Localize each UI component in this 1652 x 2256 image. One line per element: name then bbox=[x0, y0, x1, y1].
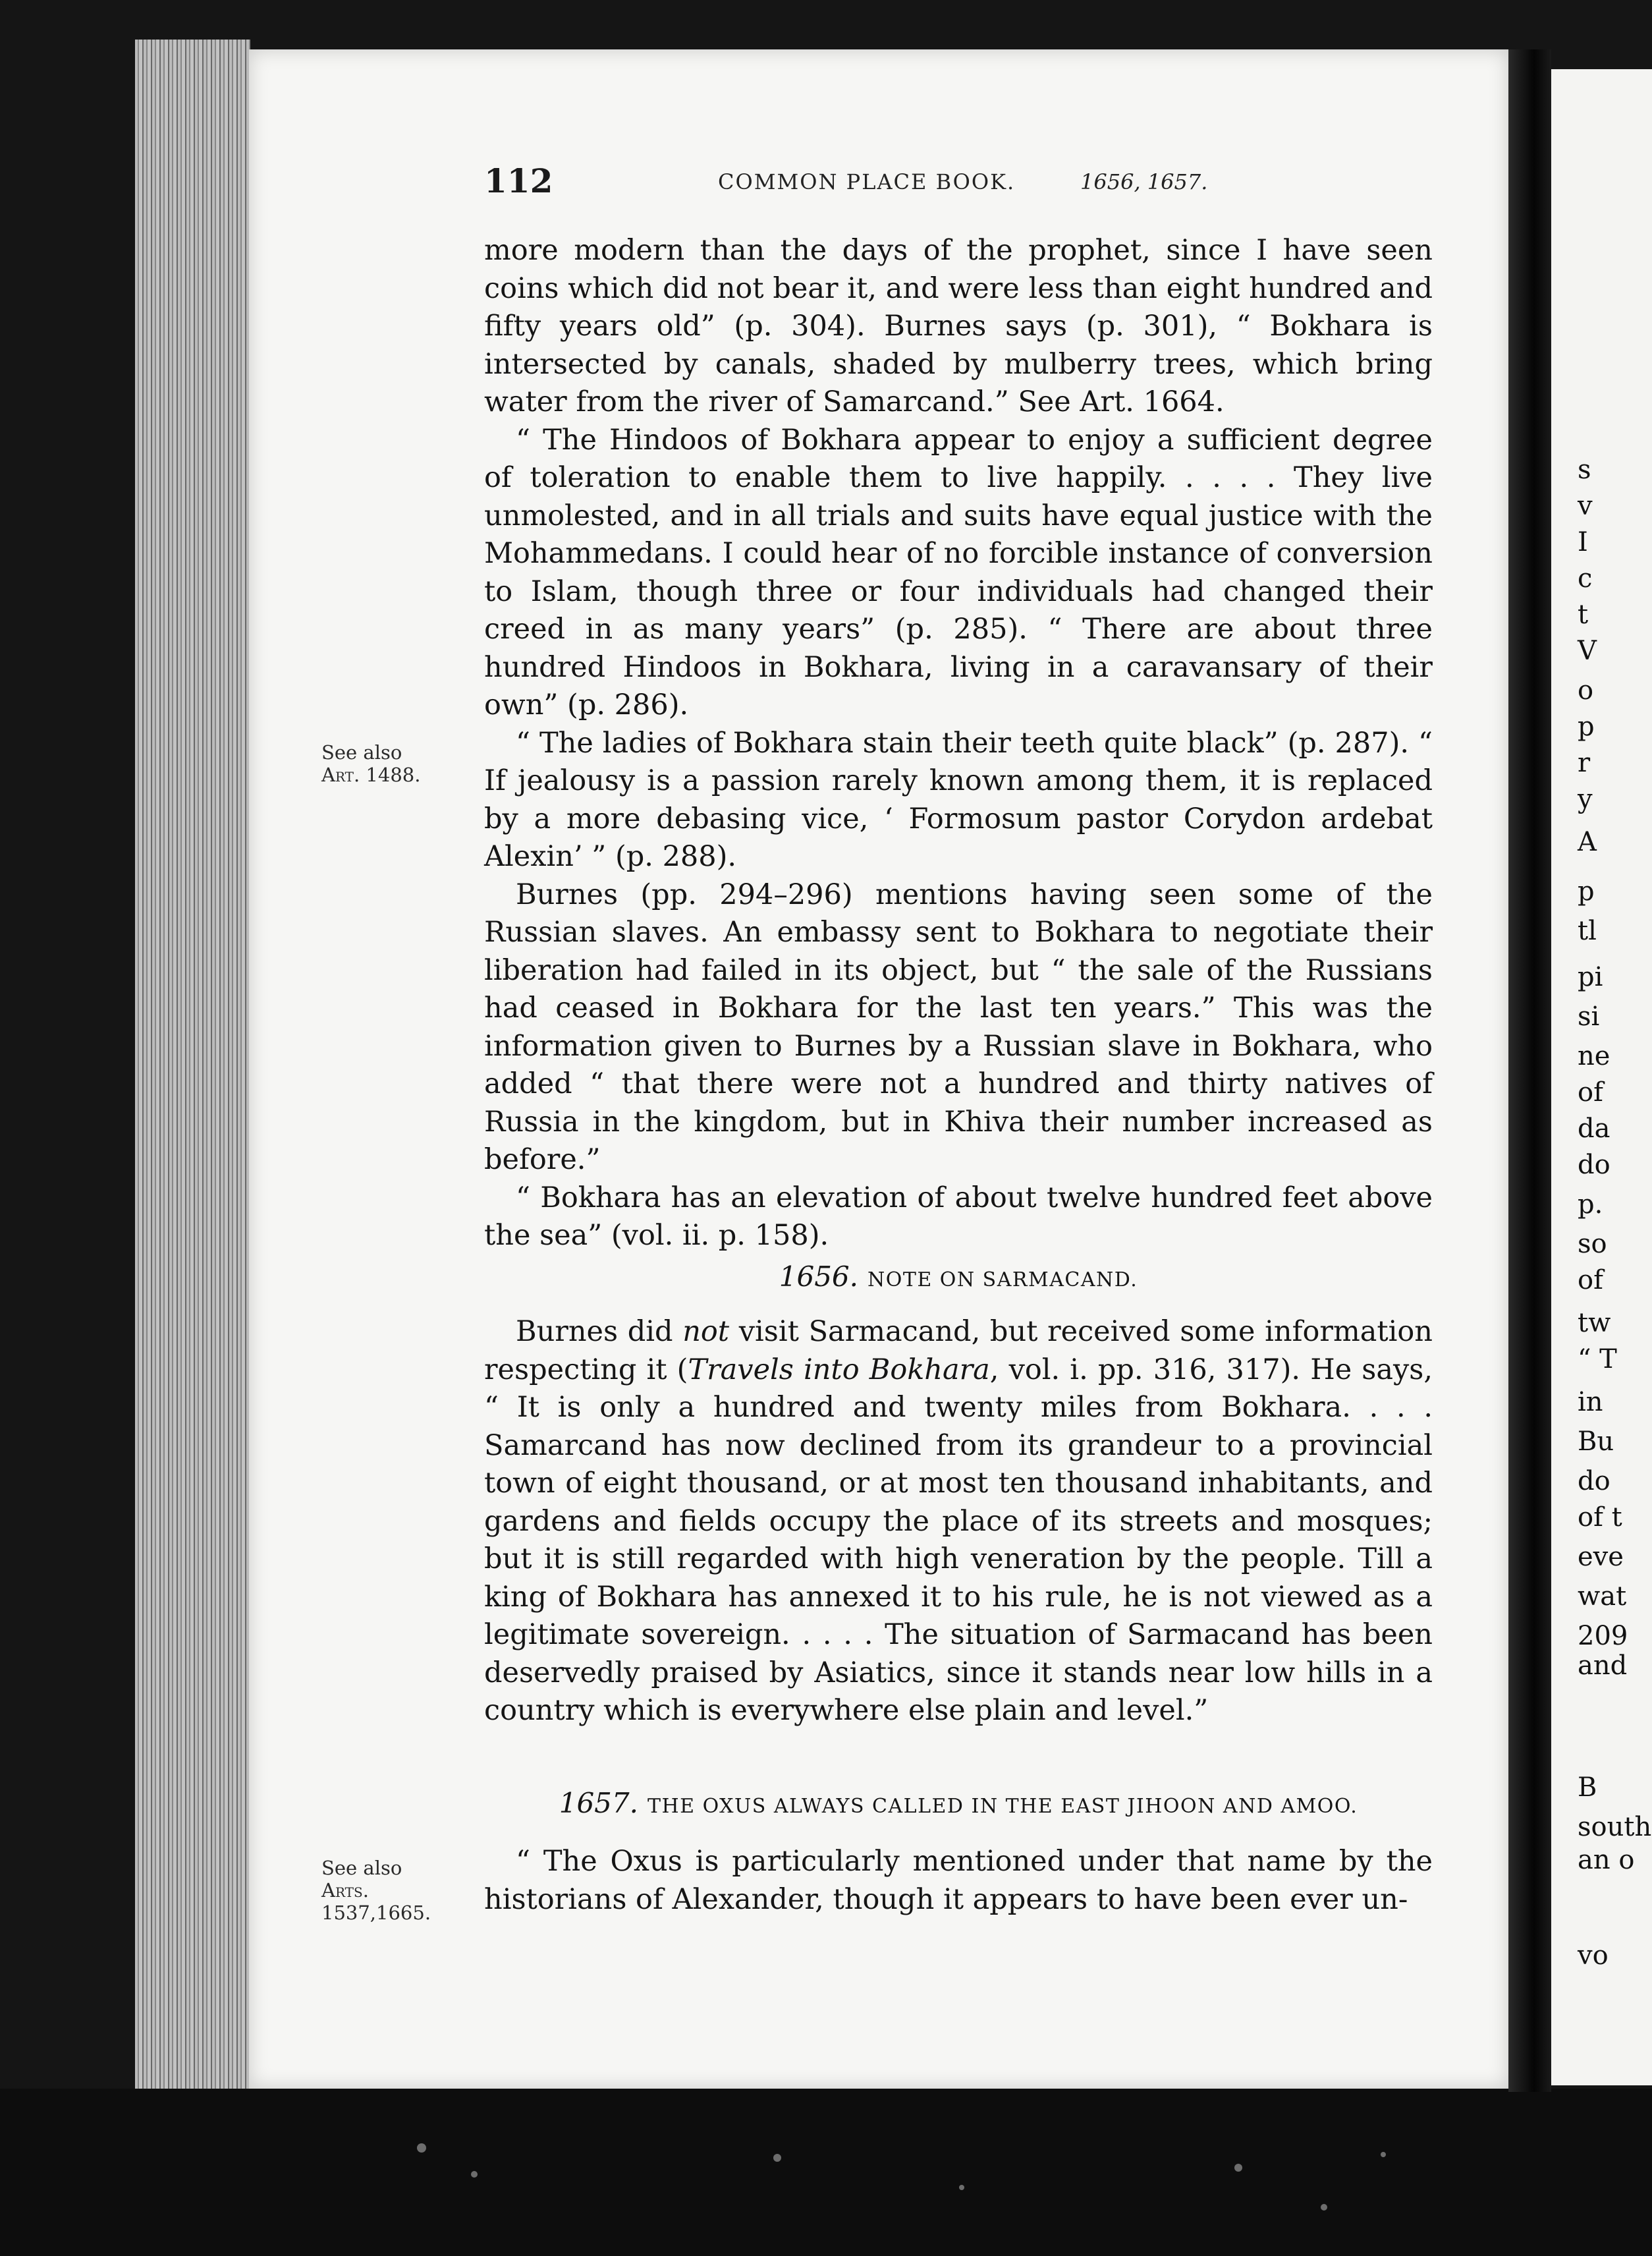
facing-page-fragment: “ T bbox=[1578, 1344, 1617, 1374]
margin-note-line: Arts. bbox=[321, 1879, 369, 1902]
section-heading-1656 bbox=[484, 1260, 1433, 1293]
text-run: Burnes did bbox=[516, 1315, 683, 1348]
facing-page-fragment: t bbox=[1578, 600, 1589, 630]
text-run: visit Sarmacand, but received some information respecting it ( bbox=[484, 1315, 1433, 1386]
facing-page-fragment: do bbox=[1578, 1150, 1611, 1180]
section-title: NOTE ON SARMACAND. bbox=[867, 1268, 1138, 1291]
page-number: 112 bbox=[484, 161, 553, 200]
facing-page-fragment: pi bbox=[1578, 962, 1603, 992]
section-1656-text bbox=[484, 1313, 1433, 1730]
facing-page-fragment: s bbox=[1578, 455, 1591, 485]
facing-page-fragment: o bbox=[1578, 675, 1594, 706]
paragraph: Burnes (pp. 294–296) mentions having seen some of the Russian slaves. An embassy sent to Bokhara to negotiate their liberation had failed in its object, but “ the sale of the Russians had ceased in Bokhara for the last ten years.” This was the information given to Burnes by a Russian slave in Bokhara, who added “ that there were not a hundred and thirty natives of Russia in the kingdom, but in Khiva their number increased as before.” bbox=[484, 878, 1433, 1176]
margin-note-line: Art. 1488. bbox=[321, 764, 421, 786]
facing-page-fragment: and bbox=[1578, 1650, 1628, 1681]
facing-page-fragment: an o bbox=[1578, 1845, 1635, 1875]
facing-page-fragment: wat bbox=[1578, 1581, 1627, 1612]
running-title: COMMON PLACE BOOK. bbox=[718, 169, 1016, 194]
facing-page-fragment: p. bbox=[1578, 1189, 1603, 1220]
book-title: Travels into Bokhara bbox=[688, 1353, 990, 1386]
section-1657-text bbox=[484, 1843, 1433, 1919]
section-title: THE OXUS ALWAYS CALLED IN THE EAST JIHOON AND AMOO. bbox=[647, 1795, 1358, 1818]
facing-page-fragment: A bbox=[1578, 827, 1597, 857]
margin-note-line: 1537,1665. bbox=[321, 1902, 431, 1924]
facing-page-fragment: of t bbox=[1578, 1502, 1622, 1533]
facing-page-fragment: V bbox=[1578, 636, 1597, 666]
facing-page-fragment: south bbox=[1578, 1812, 1652, 1842]
facing-page-fragment: ne bbox=[1578, 1041, 1611, 1071]
text-run: , vol. i. pp. 316, 317). He says, “ It is only a hundred and twenty miles from Bokhara. . . . Samarcand has now declined from its grandeur to a provincial town of eight thousand, or at most ten thousand inhabitants, and gardens and fields occupy the place of its streets and mosques; but it is still regarded with high veneration by the people. Till a king of Bokhara has annexed it to his rule, he is not viewed as a legitimate sovereign. . . . . The situation of Sarmacand has been deservedly praised by Asiatics, since it stands near low hills in a country which is everywhere else plain and level.” bbox=[484, 1353, 1433, 1727]
running-head bbox=[484, 161, 1209, 208]
paragraph: “ The Oxus is particularly mentioned under that name by the historians of Alexander, though it appears to have been ever un- bbox=[484, 1845, 1433, 1916]
facing-page-fragment: p bbox=[1578, 876, 1595, 907]
facing-page-fragment: do bbox=[1578, 1466, 1611, 1496]
section-heading-1657 bbox=[484, 1787, 1433, 1819]
facing-page-fragment: tl bbox=[1578, 916, 1597, 946]
facing-page-fragment: vo bbox=[1578, 1940, 1609, 1971]
margin-note-line: See also bbox=[321, 741, 402, 764]
margin-note bbox=[321, 1857, 473, 1924]
facing-page-fragment: 209 bbox=[1578, 1621, 1628, 1651]
facing-page-fragment: B bbox=[1578, 1772, 1597, 1803]
facing-page-fragment: Bu bbox=[1578, 1426, 1614, 1457]
emphasis: not bbox=[682, 1315, 730, 1348]
facing-page-fragment: p bbox=[1578, 712, 1595, 742]
page-edges bbox=[135, 40, 250, 2089]
facing-page-fragment: of bbox=[1578, 1265, 1603, 1295]
paragraph: more modern than the days of the prophet, since I have seen coins which did not bear it, and were less than eight hundred and fifty years old” (p. 304). Burnes says (p. 301), “ Bokhara is intersected by canals, shaded by mulberry trees, which bring water from the river of Samarcand.” See Art. 1664. bbox=[484, 234, 1433, 418]
margin-note-line: See also bbox=[321, 1857, 402, 1879]
paragraph: “ Bokhara has an elevation of about twelve hundred feet above the sea” (vol. ii. p. 158). bbox=[484, 1181, 1433, 1252]
facing-page-fragment: da bbox=[1578, 1114, 1611, 1144]
paragraph: “ The Hindoos of Bokhara appear to enjoy a sufficient degree of toleration to enable them to live happily. . . . . They live unmolested, and in all trials and suits have equal justice with the Mohammedans. I could hear of no forcible instance of conversion to Islam, though three or four individuals had changed their creed in as many years” (p. 285). “ There are about three hundred Hindoos in Bokhara, living in a caravansary of their own” (p. 286). bbox=[484, 423, 1433, 721]
facing-page-fragment: I bbox=[1578, 527, 1588, 557]
facing-page-fragment: eve bbox=[1578, 1542, 1624, 1572]
margin-note bbox=[321, 741, 473, 786]
section-number: 1656. bbox=[779, 1260, 858, 1293]
facing-page-fragment: y bbox=[1578, 784, 1593, 814]
running-years: 1656, 1657. bbox=[1080, 169, 1208, 194]
facing-page-fragment: of bbox=[1578, 1077, 1603, 1108]
facing-page-fragment: c bbox=[1578, 563, 1593, 594]
book-gutter bbox=[1508, 49, 1551, 2092]
body-text bbox=[484, 232, 1433, 1255]
facing-page-fragment: si bbox=[1578, 1001, 1600, 1032]
paragraph: “ The ladies of Bokhara stain their teeth quite black” (p. 287). “ If jealousy is a passion rarely known among them, it is replaced by a more debasing vice, ‘ Formosum pastor Corydon ardebat Alexin’ ” (p. 288). bbox=[484, 726, 1433, 873]
facing-page-fragment: r bbox=[1578, 748, 1591, 778]
facing-page-fragment: so bbox=[1578, 1229, 1607, 1259]
facing-page-fragment: tw bbox=[1578, 1308, 1611, 1338]
facing-page-fragment: in bbox=[1578, 1387, 1603, 1417]
facing-page-fragment: v bbox=[1578, 491, 1593, 521]
paragraph bbox=[484, 1313, 1433, 1730]
section-number: 1657. bbox=[559, 1787, 638, 1819]
